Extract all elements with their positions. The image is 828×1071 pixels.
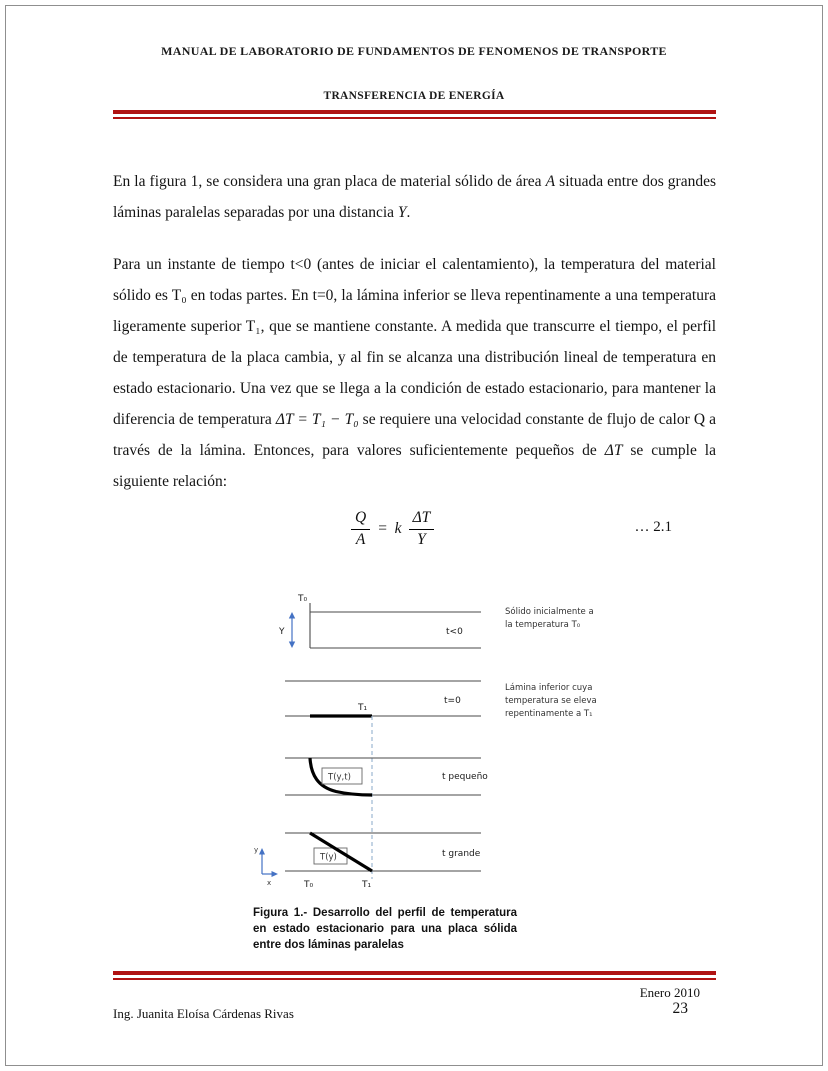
y-arrowhead-top [289,612,295,619]
label-Y: Y [279,627,285,637]
footer-author: Ing. Juanita Eloísa Cárdenas Rivas [113,1006,294,1021]
label-T0-bottom: T₀ [304,880,314,890]
side-note-2-line-3: repentinamente a T₁ [505,709,593,719]
label-Tyt: T(y,t) [328,772,351,783]
delta-t-equation: ΔT = T₁ − T₀ [275,411,359,428]
header-rule [113,110,716,119]
document-title: MANUAL DE LABORATORIO DE FUNDAMENTOS DE FENOMENOS DE TRANSPORTE [161,44,667,58]
document-subtitle: TRANSFERENCIA DE ENERGÍA [323,90,505,102]
rhs-fraction [409,508,435,549]
eq-denominator-Y: Y [417,530,426,548]
label-axis-x: x [267,879,272,887]
equation-number: … 2.1 [634,519,672,535]
thermal-conductivity-k: k [394,520,402,537]
lhs-fraction [351,508,370,549]
label-t-eq-0: t=0 [444,696,461,706]
side-note-2-line-1: Lámina inferior cuya [505,683,593,693]
footer-date: Enero 2010 [639,985,700,1000]
figure-1-diagram [248,586,600,894]
side-note-1-line-1: Sólido inicialmente a [505,607,594,617]
delta-t-symbol: ΔT [604,442,623,459]
p2-text-2: se requiere una velocidad constante de flujo de calor Q a través de la lámina. Entonces, para valores suficientemente pequeños de [113,411,716,459]
label-t-small: t pequeño [442,772,488,782]
label-t-less-0: t<0 [446,627,463,637]
label-axis-y: y [254,846,259,854]
side-note-1-line-2: la temperatura T₀ [505,620,581,630]
equation-2-1 [351,502,434,556]
p2-text-1: Para un instante de tiempo t<0 (antes de iniciar el calentamiento), la temperatura del material sólido es T₀ en todas partes. En t=0, la lámina inferior se lleva repentinamente a una temperatura ligeramente superior T₁, que se mantiene constante. A medida que transcurre el tiempo, el perfil de temperatura de la placa cambia, y al fin se alcanza una distribución lineal de temperatura en estado estacionario. Una vez que se llega a la condición de estado estacionario, para mantener la diferencia de temperatura [113,256,716,428]
paragraph-2 [113,249,716,497]
label-T1-bottom: T₁ [362,880,372,890]
axis-y-arrowhead [259,848,265,855]
paragraph-1 [113,166,716,228]
p1-text-2: situada entre dos grandes láminas paralelas separadas por una distancia [113,173,716,221]
page-number: 23 [672,1000,688,1017]
label-T1: T₁ [358,703,368,713]
area-variable: A [545,173,556,190]
p1-text-1: En la figura 1, se considera una gran placa de material sólido de área [113,173,546,190]
label-Ty: T(y) [320,852,337,863]
footer-rule [113,971,716,980]
distance-variable: Y [397,204,407,221]
eq-numerator-dT: ΔT [409,508,435,529]
label-T0-top: T₀ [298,594,308,604]
equals-sign: = [377,520,388,537]
y-arrowhead-bottom [289,642,295,649]
equation-block [113,502,716,556]
eq-numerator-Q: Q [351,508,370,529]
axis-x-arrowhead [272,871,279,877]
side-note-2-line-2: temperatura se eleva [505,696,597,706]
eq-denominator-A: A [355,530,366,548]
p2-text-3: se cumple la siguiente relación: [113,442,716,490]
p1-text-3: . [406,204,411,221]
figure-caption: Figura 1.- Desarrollo del perfil de temperatura en estado estacionario para una placa sólida entre dos láminas paralelas [253,907,517,951]
label-t-large: t grande [442,849,481,859]
